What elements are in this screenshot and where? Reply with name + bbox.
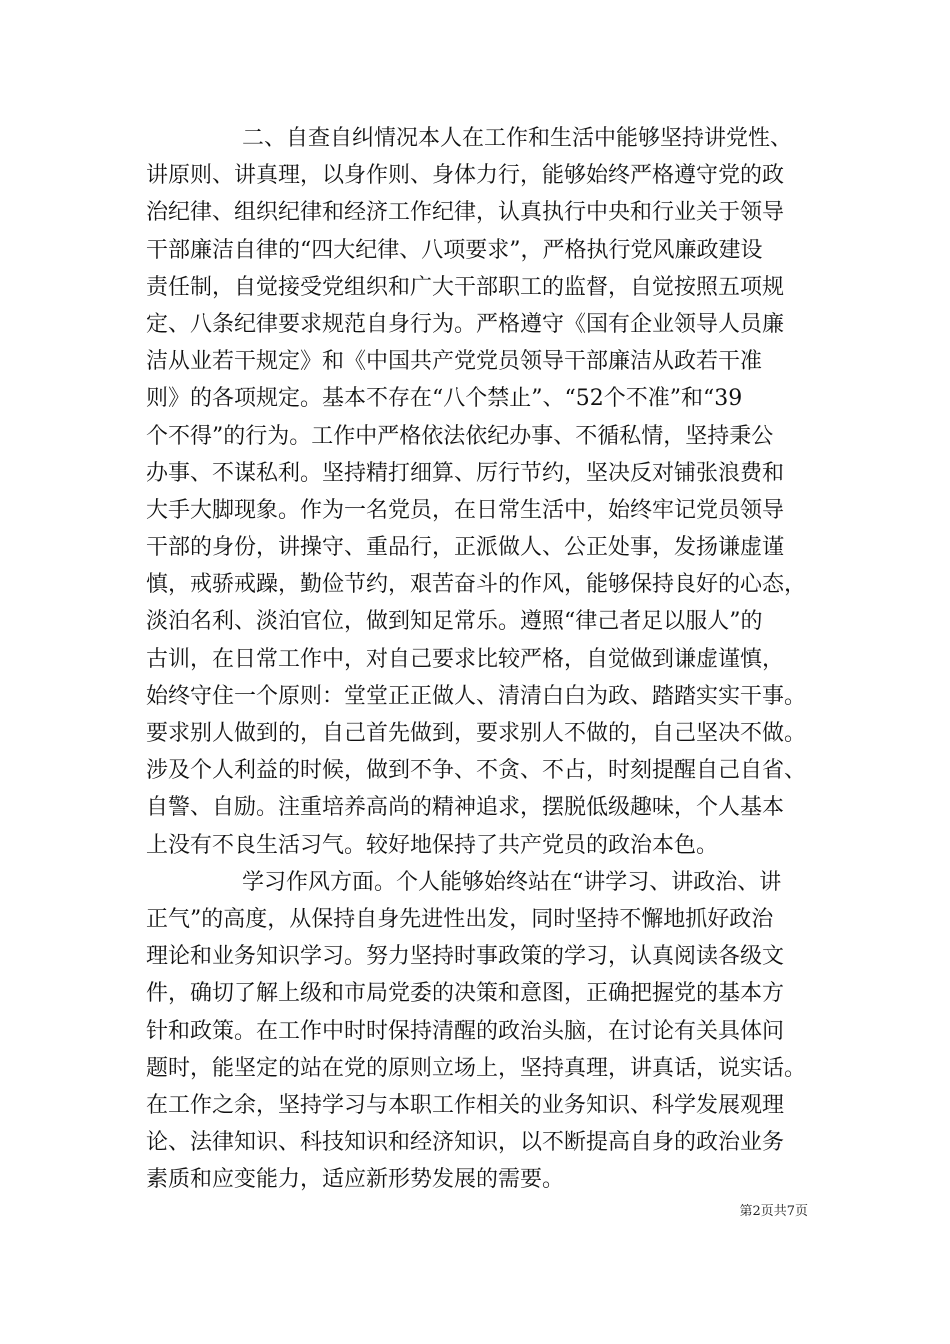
text-line: 论、法律知识、科技知识和经济知识，以不断提高自身的政治业务 — [146, 1130, 785, 1156]
text-line: 古训，在日常工作中，对自己要求比较严格，自觉做到谦虚谨慎， — [146, 646, 785, 672]
document-body — [146, 120, 818, 1198]
text-line: 涉及个人利益的时候，做到不争、不贪、不占，时刻提醒自己自省、 — [146, 758, 807, 784]
text-line: 理论和业务知识学习。努力坚持时事政策的学习，认真阅读各级文 — [146, 944, 785, 970]
text-line: 针和政策。在工作中时时保持清醒的政治头脑，在讨论有关具体问 — [146, 1018, 785, 1044]
text-line: 正气”的高度，从保持自身先进性出发，同时坚持不懈地抓好政治 — [146, 906, 774, 932]
text-line: 要求别人做到的，自己首先做到，要求别人不做的，自己坚决不做。 — [146, 721, 807, 746]
text-line: 则》的各项规定。基本不存在“八个禁止”、“52个不准”和“39 — [146, 386, 743, 412]
text-line: 个不得”的行为。工作中严格依法依纪办事、不循私情，坚持秉公 — [146, 423, 774, 449]
text-line: 讲原则、讲真理，以身作则、身体力行，能够始终严格遵守党的政 — [146, 163, 785, 189]
text-line: 治纪律、组织纪律和经济工作纪律，认真执行中央和行业关于领导 — [146, 200, 785, 226]
paragraph-self-inspection — [146, 120, 818, 864]
text-line: 淡泊名利、淡泊官位，做到知足常乐。遵照“律己者足以服人”的 — [146, 609, 763, 635]
text-line: 慎，戒骄戒躁，勤俭节约，艰苦奋斗的作风，能够保持良好的心态， — [146, 572, 807, 598]
text-line: 洁从业若干规定》和《中国共产党党员领导干部廉洁从政若干准 — [146, 349, 763, 375]
text-line: 责任制，自觉接受党组织和广大干部职工的监督，自觉按照五项规 — [146, 274, 785, 300]
text-line: 二、自查自纠情况本人在工作和生活中能够坚持讲党性、 — [242, 126, 793, 151]
text-line: 在工作之余，坚持学习与本职工作相关的业务知识、科学发展观理 — [146, 1092, 785, 1118]
text-line: 始终守住一个原则：堂堂正正做人、清清白白为政、踏踏实实干事。 — [146, 683, 807, 709]
page-number: 第2页共7页 — [739, 1204, 808, 1219]
text-line: 件，确切了解上级和市局党委的决策和意图，正确把握党的基本方 — [146, 981, 785, 1007]
text-line: 学习作风方面。个人能够始终站在“讲学习、讲政治、讲 — [242, 869, 782, 895]
text-line: 自警、自励。注重培养高尚的精神追求，摆脱低级趣味，个人基本 — [146, 795, 785, 821]
text-line: 上没有不良生活习气。较好地保持了共产党员的政治本色。 — [146, 832, 719, 858]
paragraph-study-style — [146, 864, 818, 1199]
text-line: 题时，能坚定的站在党的原则立场上，坚持真理，讲真话，说实话。 — [146, 1055, 807, 1081]
text-line: 办事、不谋私利。坚持精打细算、厉行节约，坚决反对铺张浪费和 — [146, 460, 785, 486]
text-line: 大手大脚现象。作为一名党员，在日常生活中，始终牢记党员领导 — [146, 497, 785, 523]
text-line: 素质和应变能力，适应新形势发展的需要。 — [146, 1167, 565, 1193]
text-line: 干部的身份，讲操守、重品行，正派做人、公正处事，发扬谦虚谨 — [146, 535, 785, 561]
text-line: 定、八条纪律要求规范自身行为。严格遵守《国有企业领导人员廉 — [146, 311, 785, 337]
text-line: 干部廉洁自律的“四大纪律、八项要求”，严格执行党风廉政建设 — [146, 237, 763, 263]
